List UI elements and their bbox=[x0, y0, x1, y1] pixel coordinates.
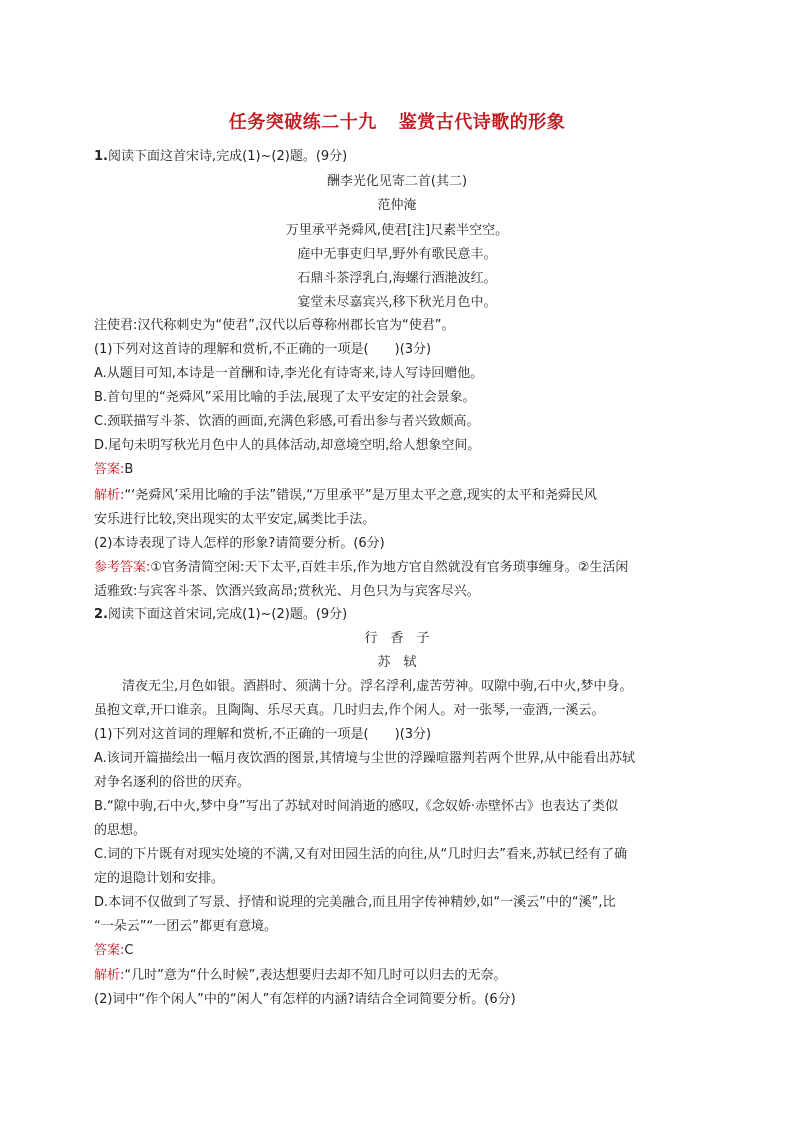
q1-option-b: B.首句里的“尧舜风”采用比喻的手法,展现了太平安定的社会景象。 bbox=[94, 390, 476, 405]
q1-poem-line-2: 庭中无事吏归早,野外有歌民意丰。 bbox=[297, 247, 497, 262]
q1-option-c: C.颈联描写斗茶、饮酒的画面,充满色彩感,可看出参与者兴致颇高。 bbox=[94, 414, 480, 429]
q2-poem-line-2: 虽抱文章,开口谁亲。且陶陶、乐尽天真。几时归去,作个闲人。对一张琴,一壶酒,一溪云。 bbox=[94, 703, 605, 718]
q1-option-d: D.尾句未明写秋光月色中人的具体活动,却意境空明,给人想象空间。 bbox=[94, 438, 481, 453]
q1-analysis-text-1: “‘尧舜风’采用比喻的手法”错误,“万里承平”是万里太平之意,现实的太平和尧舜民风 bbox=[124, 488, 597, 503]
q1-poem-title: 酬李光化见寄二首(其二) bbox=[326, 174, 468, 189]
q2-option-d-line-1: D.本词不仅做到了写景、抒情和说理的完美融合,而且用字传神精妙,如“一溪云”中的“溪”,比 bbox=[94, 895, 616, 910]
q1-analysis-label: 解析: bbox=[94, 488, 125, 503]
q1-poem-author: 范仲淹 bbox=[377, 198, 417, 213]
q1-answer bbox=[94, 461, 704, 479]
q2-sub-question-2: (2)词中“作个闲人”中的“闲人”有怎样的内涵?请结合全词简要分析。(6分) bbox=[94, 992, 516, 1007]
q2-stem bbox=[94, 606, 704, 624]
q1-answer-label: 答案: bbox=[94, 462, 125, 477]
q1-option-a: A.从题目可知,本诗是一首酬和诗,李光化有诗寄来,诗人写诗回赠他。 bbox=[94, 366, 484, 381]
q2-analysis-label: 解析: bbox=[94, 968, 125, 983]
q2-option-a-line-2: 对争名逐利的俗世的厌弃。 bbox=[94, 775, 251, 790]
q2-analysis bbox=[94, 967, 704, 985]
q2-analysis-text: “几时”意为“什么时候”,表达想要归去却不知几时可以归去的无奈。 bbox=[124, 968, 507, 983]
q2-option-c-line-1: C.词的下片既有对现实处境的不满,又有对田园生活的向往,从“几时归去”看来,苏轼已经有了确 bbox=[94, 847, 628, 862]
q2-option-b-line-2: 的思想。 bbox=[94, 823, 147, 838]
q2-stem-text: 阅读下面这首宋词,完成(1)~(2)题。(9分) bbox=[107, 607, 348, 622]
q1-number: 1. bbox=[94, 149, 108, 164]
q1-reference-text-1: ①官务清简空闲:天下太平,百姓丰乐,作为地方官自然就没有官务琐事缠身。②生活闲 bbox=[150, 560, 629, 575]
q1-note: 注使君:汉代称刺史为“使君”,汉代以后尊称州郡长官为“使君”。 bbox=[94, 318, 455, 333]
q1-reference-label: 参考答案: bbox=[94, 560, 151, 575]
q1-sub-question-2: (2)本诗表现了诗人怎样的形象?请简要分析。(6分) bbox=[94, 536, 385, 551]
q2-poem-author: 苏 轼 bbox=[377, 655, 417, 670]
q2-option-b-line-1: B.“隙中驹,石中火,梦中身”写出了苏轼对时间消逝的感叹,《念奴娇·赤壁怀古》也表达了类似 bbox=[94, 799, 619, 814]
q1-poem-line-3: 石鼎斗茶浮乳白,海螺行酒滟波红。 bbox=[297, 271, 497, 286]
q1-analysis-line-1 bbox=[94, 487, 704, 505]
q1-answer-value: B bbox=[124, 462, 134, 477]
q2-answer-value: C bbox=[124, 943, 134, 958]
q2-option-a-line-1: A.该词开篇描绘出一幅月夜饮酒的图景,其情境与尘世的浮躁喧嚣判若两个世界,从中能看出苏轼 bbox=[94, 751, 636, 766]
q2-option-d-line-2: “一朵云”“一团云”都更有意境。 bbox=[94, 919, 277, 934]
q2-poem-title: 行 香 子 bbox=[364, 631, 430, 646]
q2-sub-question-1: (1)下列对这首词的理解和赏析,不正确的一项是( )(3分) bbox=[94, 727, 432, 742]
q1-stem-text: 阅读下面这首宋诗,完成(1)~(2)题。(9分) bbox=[107, 149, 348, 164]
q2-poem-line-1: 清夜无尘,月色如银。酒斟时、须满十分。浮名浮利,虚苦劳神。叹隙中驹,石中火,梦中身。 bbox=[122, 679, 633, 694]
title-part-2: 鉴赏古代诗歌的形象 bbox=[398, 112, 566, 133]
q2-answer-label: 答案: bbox=[94, 943, 125, 958]
q1-stem bbox=[94, 148, 704, 166]
q2-option-c-line-2: 定的退隐计划和安排。 bbox=[94, 871, 225, 886]
q2-number: 2. bbox=[94, 607, 108, 622]
q1-sub-question-1: (1)下列对这首诗的理解和赏析,不正确的一项是( )(3分) bbox=[94, 342, 432, 357]
page-title bbox=[0, 108, 794, 134]
title-part-1: 任务突破练二十九 bbox=[228, 112, 377, 133]
q1-analysis-line-2: 安乐进行比较,突出现实的太平安定,属类比手法。 bbox=[94, 512, 376, 527]
q1-poem-line-4: 宴堂未尽嘉宾兴,移下秋光月色中。 bbox=[297, 295, 497, 310]
q1-reference-line-1 bbox=[94, 559, 704, 577]
q2-answer bbox=[94, 942, 704, 960]
q1-reference-line-2: 适雅致:与宾客斗茶、饮酒兴致高昂;赏秋光、月色只为与宾客尽兴。 bbox=[94, 584, 480, 599]
q1-poem-line-1: 万里承平尧舜风,使君[注]尺素半空空。 bbox=[285, 223, 509, 238]
